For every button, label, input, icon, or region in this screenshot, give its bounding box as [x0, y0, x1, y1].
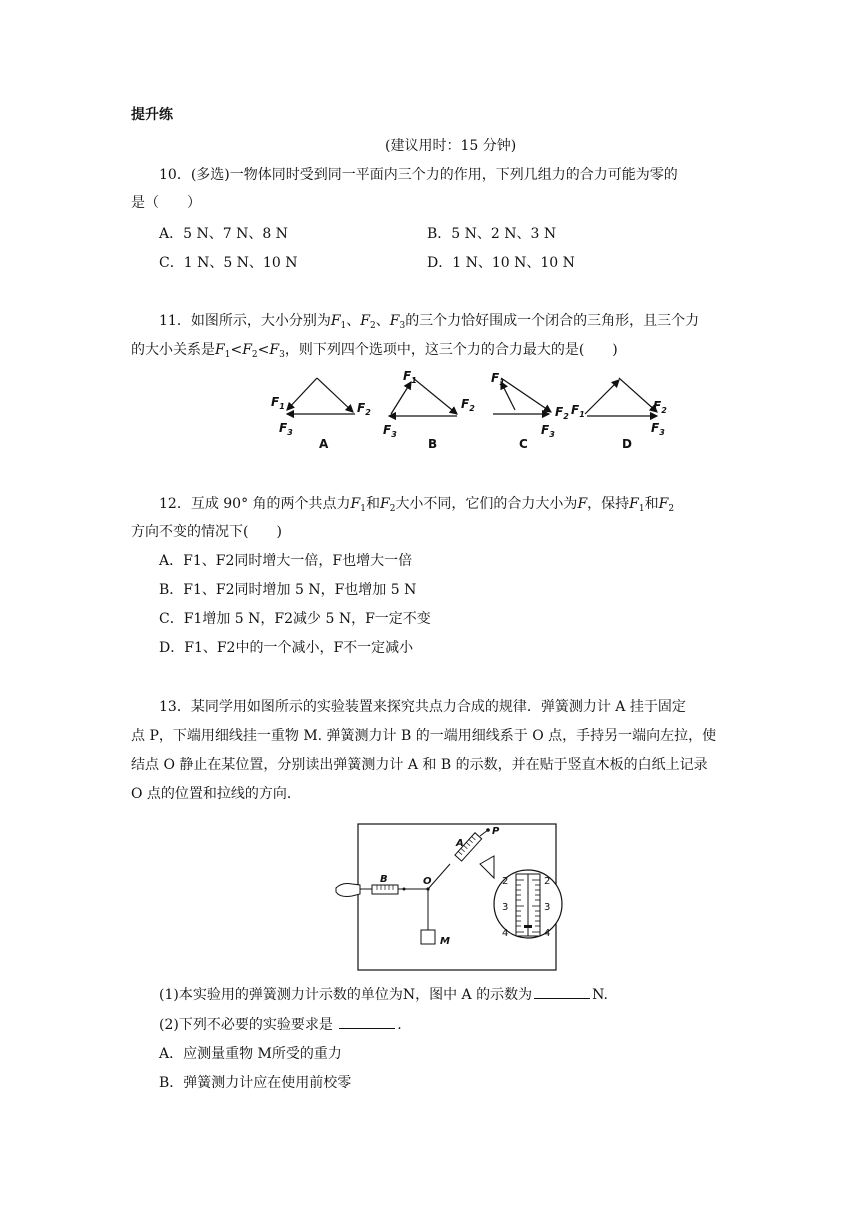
q12-stem-line2: 方向不变的情况下( )	[131, 524, 282, 540]
q13-sub2-end: .	[397, 1017, 402, 1033]
fig-a-f2: $F_2$	[357, 401, 371, 417]
q11-stem-line2: 的大小关系是$F_1<F_2<F_3$，则下列四个选项中，这三个力的合力最大的是( )	[131, 342, 618, 360]
scale-tick-3-right: 3	[544, 902, 551, 913]
scale-tick-2-left: 2	[502, 876, 509, 887]
fig-b-f2: $F_2$	[461, 397, 475, 413]
q13-apparatus-figure	[330, 822, 580, 972]
fig-label-a: A	[456, 838, 464, 849]
fig-b-f1: $F_1$	[403, 370, 417, 385]
fig-label-d: D	[622, 437, 632, 451]
fig-label-a: A	[319, 437, 329, 451]
q13-option-b: B．弹簧测力计应在使用前校零	[159, 1075, 352, 1091]
q10-option-b: B．5 N、2 N、3 N	[427, 226, 557, 242]
q13-sub1-text: (1)本实验用的弹簧测力计示数的单位为N，图中 A 的示数为	[159, 987, 533, 1003]
q13-stem-line1: 13．某同学用如图所示的实验装置来探究共点力合成的规律．弹簧测力计 A 挂于固定	[159, 699, 686, 715]
q10-option-a: A．5 N、7 N、8 N	[159, 226, 288, 242]
fig-a-f1: $F_1$	[271, 395, 285, 411]
q12-text-1b: 大小不同，它们的合力大小为	[395, 496, 578, 512]
fig-b-f3: $F_3$	[383, 423, 397, 439]
fig-c-f1: $F_1$	[491, 371, 505, 387]
q11-text-1b: 的三个力恰好围成一个闭合的三角形，且三个力	[405, 313, 700, 329]
fig-d-f1: $F_1$	[571, 403, 585, 419]
scale-tick-4-right: 4	[544, 928, 551, 939]
q12-option-a: A．F1、F2同时增大一倍，F也增大一倍	[159, 553, 413, 569]
q11-stem-line1: 11．如图所示，大小分别为$F_1$、$F_2$、$F_3$的三个力恰好围成一个闭合的三角形，且三个力	[159, 313, 700, 331]
q13-sub1-answer-blank[interactable]	[534, 986, 590, 999]
scale-tick-4-left: 4	[502, 928, 509, 939]
q12-option-d: D．F1、F2中的一个减小，F不一定减小	[159, 640, 414, 656]
q12-stem-line1: 12．互成 90° 角的两个共点力$F_1$和$F_2$大小不同，它们的合力大小为F，保持$F_1$和$F_2$	[159, 496, 675, 514]
q11-text-1a: 11．如图所示，大小分别为	[159, 313, 331, 329]
q13-stem-line4: O 点的位置和拉线的方向．	[131, 786, 301, 802]
q11-text-2b: ，则下列四个选项中，这三个力的合力最大的是( )	[284, 342, 618, 358]
time-hint: (建议用时：15 分钟)	[385, 138, 517, 154]
q10-option-d: D．1 N、10 N、10 N	[427, 255, 575, 271]
fig-label-p: P	[492, 826, 500, 837]
section-title: 提升练	[131, 107, 173, 123]
scale-tick-3-left: 3	[502, 902, 509, 913]
fig-c-f3: $F_3$	[541, 423, 555, 439]
q12-text-1a: 12．互成 90° 角的两个共点力	[159, 496, 351, 512]
q13-stem-line2: 点 P，下端用细线挂一重物 M. 弹簧测力计 B 的一端用细线系于 O 点，手持另一端向左拉，使	[131, 728, 717, 744]
q13-sub1	[159, 986, 608, 1004]
q11-force-triangles-figure	[265, 370, 705, 455]
q10-option-c: C．1 N、5 N、10 N	[159, 255, 298, 271]
fig-c-f2: $F_2$	[555, 405, 569, 421]
q11-text-2a: 的大小关系是	[131, 342, 215, 358]
q13-stem-line3: 结点 O 静止在某位置，分别读出弹簧测力计 A 和 B 的示数，并在贴于竖直木板的白纸上记录	[131, 757, 708, 773]
q13-sub1-unit: N.	[592, 987, 608, 1003]
fig-label-b: B	[380, 874, 388, 885]
fig-label-c: C	[519, 437, 528, 451]
q12-option-b: B．F1、F2同时增加 5 N，F也增加 5 N	[159, 582, 417, 598]
fig-label-b: B	[428, 437, 438, 451]
q13-sub2	[159, 1016, 402, 1034]
fig-d-f2: $F_2$	[653, 399, 667, 415]
fig-d-f3: $F_3$	[651, 421, 665, 437]
q10-stem-line1: 10．(多选)一物体同时受到同一平面内三个力的作用，下列几组力的合力可能为零的	[159, 167, 678, 183]
q13-option-a: A．应测量重物 M所受的重力	[159, 1046, 342, 1062]
q13-sub2-text: (2)下列不必要的实验要求是	[159, 1017, 338, 1033]
fig-label-o: O	[423, 876, 432, 887]
q12-text-1c: ，保持	[587, 496, 630, 512]
q12-option-c: C．F1增加 5 N，F2减少 5 N，F一定不变	[159, 611, 431, 627]
q10-stem-line2: 是（ ）	[131, 195, 201, 211]
scale-tick-2-right: 2	[544, 876, 551, 887]
q13-sub2-answer-blank[interactable]	[339, 1016, 395, 1029]
fig-label-m: M	[440, 936, 450, 947]
fig-a-f3: $F_3$	[279, 421, 293, 437]
